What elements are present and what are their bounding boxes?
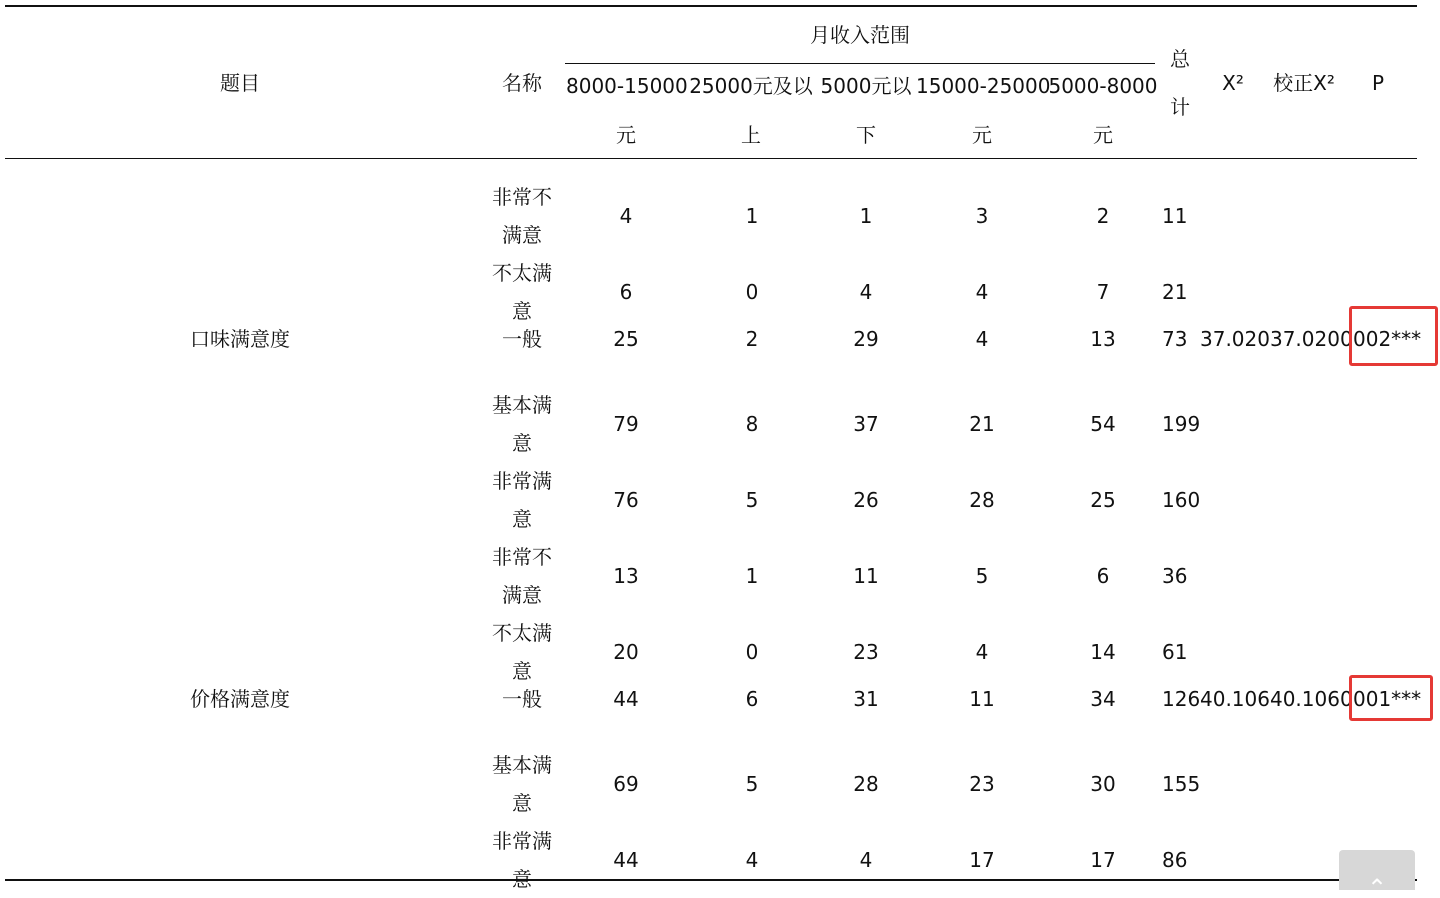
row-3-value-3: 29 xyxy=(853,327,879,351)
row-10-value-2: 4 xyxy=(745,848,759,872)
header-total-line-1: 总 xyxy=(1170,47,1190,71)
row-7-value-4: 4 xyxy=(975,640,989,664)
row-3-value-4: 4 xyxy=(975,327,989,351)
p-value-highlight-2 xyxy=(1349,675,1433,721)
row-2-value-1: 6 xyxy=(619,280,633,304)
header-corrected-chi-square: 校正X² xyxy=(1273,71,1335,95)
row-8-value-4: 11 xyxy=(969,687,995,711)
row-1-value-5: 2 xyxy=(1096,204,1110,228)
header-chi-square: X² xyxy=(1222,71,1244,95)
row-2-value-3: 4 xyxy=(859,280,873,304)
row-name-2: 不太满意 xyxy=(492,261,552,323)
table-header-rule xyxy=(5,158,1417,159)
p-value-highlight-1 xyxy=(1349,306,1438,366)
row-8-value-2: 6 xyxy=(745,687,759,711)
row-4-value-1: 79 xyxy=(613,412,639,436)
row-7-value-2: 0 xyxy=(745,640,759,664)
row-9-value-1: 69 xyxy=(613,772,639,796)
row-4-value-5: 54 xyxy=(1090,412,1116,436)
header-income-group: 月收入范围 xyxy=(810,23,910,47)
chi-square-1: 37.02037.0200 xyxy=(1200,327,1353,351)
row-name-1: 非常不满意 xyxy=(492,185,552,247)
arrow-up-icon: ⌃ xyxy=(1366,874,1388,890)
row-5-value-1: 76 xyxy=(613,488,639,512)
income-group-rule xyxy=(565,63,1155,64)
row-6-total: 36 xyxy=(1162,564,1188,588)
row-2-value-2: 0 xyxy=(745,280,759,304)
row-1-total: 11 xyxy=(1162,204,1188,228)
header-question: 题目 xyxy=(220,71,260,95)
income-subheader-1-line-2: 元 xyxy=(616,123,636,147)
row-7-total: 61 xyxy=(1162,640,1188,664)
row-name-7: 不太满意 xyxy=(492,621,552,683)
row-9-value-5: 30 xyxy=(1090,772,1116,796)
row-7-value-3: 23 xyxy=(853,640,879,664)
row-8-total: 126 xyxy=(1162,687,1201,711)
row-7-value-5: 14 xyxy=(1090,640,1116,664)
p-value-1: 002*** xyxy=(1353,327,1422,351)
row-6-value-2: 1 xyxy=(745,564,759,588)
back-to-top-button[interactable] xyxy=(1339,850,1415,890)
income-subheader-3-line-1: 5000元以 xyxy=(820,74,912,98)
row-4-total: 199 xyxy=(1162,412,1201,436)
row-2-value-4: 4 xyxy=(975,280,989,304)
row-6-value-1: 13 xyxy=(613,564,639,588)
income-subheader-1-line-1: 8000-15000 xyxy=(566,74,688,98)
chi-square-2: 40.10640.1060 xyxy=(1200,687,1353,711)
row-name-4: 基本满意 xyxy=(492,393,552,455)
row-9-value-4: 23 xyxy=(969,772,995,796)
row-3-total: 73 xyxy=(1162,327,1188,351)
row-9-value-2: 5 xyxy=(745,772,759,796)
row-3-value-2: 2 xyxy=(745,327,759,351)
header-name: 名称 xyxy=(502,71,542,95)
row-5-total: 160 xyxy=(1162,488,1201,512)
row-2-value-5: 7 xyxy=(1096,280,1110,304)
header-p: P xyxy=(1371,71,1385,95)
row-1-value-3: 1 xyxy=(859,204,873,228)
table-top-rule xyxy=(5,5,1417,7)
row-5-value-5: 25 xyxy=(1090,488,1116,512)
header-total-line-2: 计 xyxy=(1170,95,1190,119)
row-4-value-3: 37 xyxy=(853,412,879,436)
row-5-value-4: 28 xyxy=(969,488,995,512)
income-subheader-2-line-2: 上 xyxy=(741,123,761,147)
row-6-value-5: 6 xyxy=(1096,564,1110,588)
row-6-value-4: 5 xyxy=(975,564,989,588)
row-name-9: 基本满意 xyxy=(492,753,552,815)
row-name-6: 非常不满意 xyxy=(492,545,552,607)
row-5-value-3: 26 xyxy=(853,488,879,512)
question-2: 价格满意度 xyxy=(190,687,290,711)
row-2-total: 21 xyxy=(1162,280,1188,304)
income-subheader-4-line-1: 15000-25000 xyxy=(916,74,1051,98)
row-9-value-3: 28 xyxy=(853,772,879,796)
row-10-value-4: 17 xyxy=(969,848,995,872)
row-name-8: 一般 xyxy=(502,687,542,711)
row-1-value-4: 3 xyxy=(975,204,989,228)
row-4-value-4: 21 xyxy=(969,412,995,436)
row-10-total: 86 xyxy=(1162,848,1188,872)
table-bottom-rule xyxy=(5,879,1417,881)
row-4-value-2: 8 xyxy=(745,412,759,436)
income-subheader-3-line-2: 下 xyxy=(856,123,876,147)
income-subheader-4-line-2: 元 xyxy=(972,123,992,147)
row-3-value-1: 25 xyxy=(613,327,639,351)
question-1: 口味满意度 xyxy=(190,327,290,351)
row-name-10: 非常满意 xyxy=(492,829,552,891)
row-3-value-5: 13 xyxy=(1090,327,1116,351)
income-subheader-5-line-2: 元 xyxy=(1093,123,1113,147)
row-name-3: 一般 xyxy=(502,327,542,351)
row-9-total: 155 xyxy=(1162,772,1201,796)
row-1-value-2: 1 xyxy=(745,204,759,228)
row-name-5: 非常满意 xyxy=(492,469,552,531)
row-10-value-1: 44 xyxy=(613,848,639,872)
row-10-value-5: 17 xyxy=(1090,848,1116,872)
row-7-value-1: 20 xyxy=(613,640,639,664)
row-10-value-3: 4 xyxy=(859,848,873,872)
p-value-2: 001*** xyxy=(1353,687,1422,711)
row-8-value-3: 31 xyxy=(853,687,879,711)
row-6-value-3: 11 xyxy=(853,564,879,588)
row-8-value-1: 44 xyxy=(613,687,639,711)
income-subheader-5-line-1: 5000-8000 xyxy=(1048,74,1158,98)
row-8-value-5: 34 xyxy=(1090,687,1116,711)
row-1-value-1: 4 xyxy=(619,204,633,228)
income-subheader-2-line-1: 25000元及以 xyxy=(689,74,813,98)
row-5-value-2: 5 xyxy=(745,488,759,512)
